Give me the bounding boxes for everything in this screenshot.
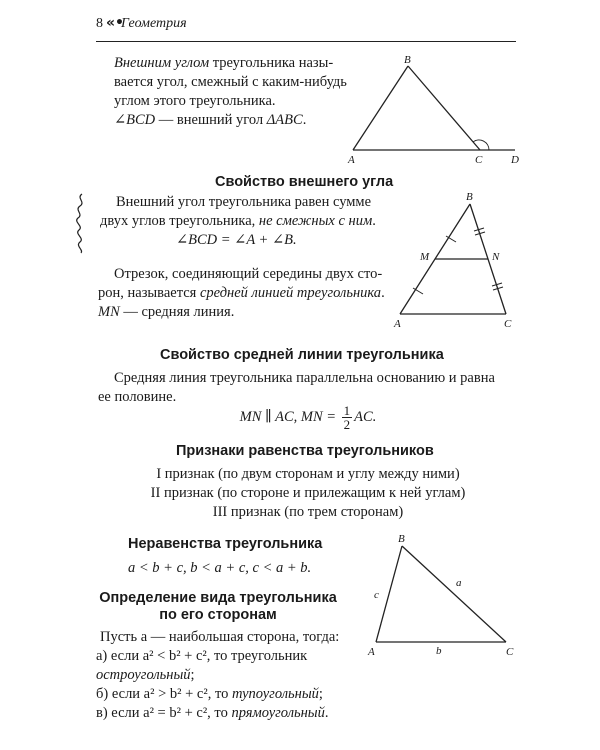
label-n: N: [492, 251, 500, 263]
page-number: 8: [96, 16, 103, 31]
label-a: A: [348, 154, 355, 166]
equality-signs-heading: Признаки равенства треугольников: [176, 443, 434, 459]
inequality-formula: a < b + c, b < a + c, c < a + b.: [128, 560, 312, 576]
midline-figure: [388, 188, 528, 336]
equality-signs-list: [98, 465, 518, 522]
label-c: C: [504, 318, 512, 330]
label-a: A: [394, 318, 401, 330]
label-c-side: c: [374, 589, 379, 601]
exterior-angle-term: Внешним углом: [114, 55, 210, 71]
header-title: Геометрия: [121, 16, 187, 31]
label-a-vertex: A: [368, 646, 375, 658]
side-bc: [408, 66, 480, 150]
header-rule: [96, 41, 516, 42]
list-item: III признак (по трем сторонам): [212, 504, 404, 520]
midline-definition: Отрезок, соединяющий середины двух сто- рон, называется средней линией треугольника. MN — средняя линия.: [98, 266, 385, 320]
important-brace-icon: [72, 192, 90, 254]
exterior-angle-definition: Внешним углом треугольника назы- вается угол, смежный с каким-нибудь углом этого треугольника. ∠BCD — внешний угол ΔABC.: [114, 55, 347, 128]
label-b: B: [404, 54, 411, 66]
side-ab: [353, 66, 408, 150]
classification-heading: Определение вида треугольника по его сторонам: [99, 590, 337, 623]
sides-figure: [362, 530, 530, 665]
label-a-side: a: [456, 577, 462, 589]
header-mark: «•: [106, 15, 124, 31]
list-item: II признак (по стороне и прилежащим к ней углам): [150, 485, 466, 501]
one-half-fraction: $\frac{1}{2}$: [343, 403, 351, 432]
side-a: [402, 546, 506, 642]
exterior-property-formula: ∠BCD = ∠A + ∠B.: [176, 232, 297, 248]
list-item: I признак (по двум сторонам и углу между ними): [156, 466, 460, 482]
classification-text: Пусть a — наибольшая сторона, тогда: а) если a² < b² + c², то треугольник остроугольный; б) если a² > b² + c², то тупоугольный; в) если a² = b² + c², то прямоугольный.: [96, 629, 340, 721]
midline-property-formula: MN ∥ AC, MN = $\frac{1}{2}$ AC.: [239, 403, 377, 432]
label-c: C: [475, 154, 483, 166]
label-b-vertex: B: [398, 533, 405, 545]
label-b: B: [466, 191, 473, 203]
label-b-side: b: [436, 645, 442, 657]
side-c: [376, 546, 402, 642]
label-c-vertex: C: [506, 646, 514, 658]
label-d: D: [511, 154, 519, 166]
midline-property-text: Средняя линия треугольника параллельна основанию и равна ее половине.: [98, 370, 495, 405]
midline-property-heading: Свойство средней линии треугольника: [160, 347, 444, 363]
exterior-property-text: Внешний угол треугольника равен сумме двух углов треугольника, не смежных с ним. ∠BCD = ∠A + ∠B.: [100, 193, 390, 250]
inequality-heading: Неравенства треугольника: [128, 536, 323, 552]
exterior-angle-figure: [340, 52, 530, 167]
exterior-property-heading: Свойство внешнего угла: [215, 174, 394, 190]
label-m: M: [420, 251, 430, 263]
